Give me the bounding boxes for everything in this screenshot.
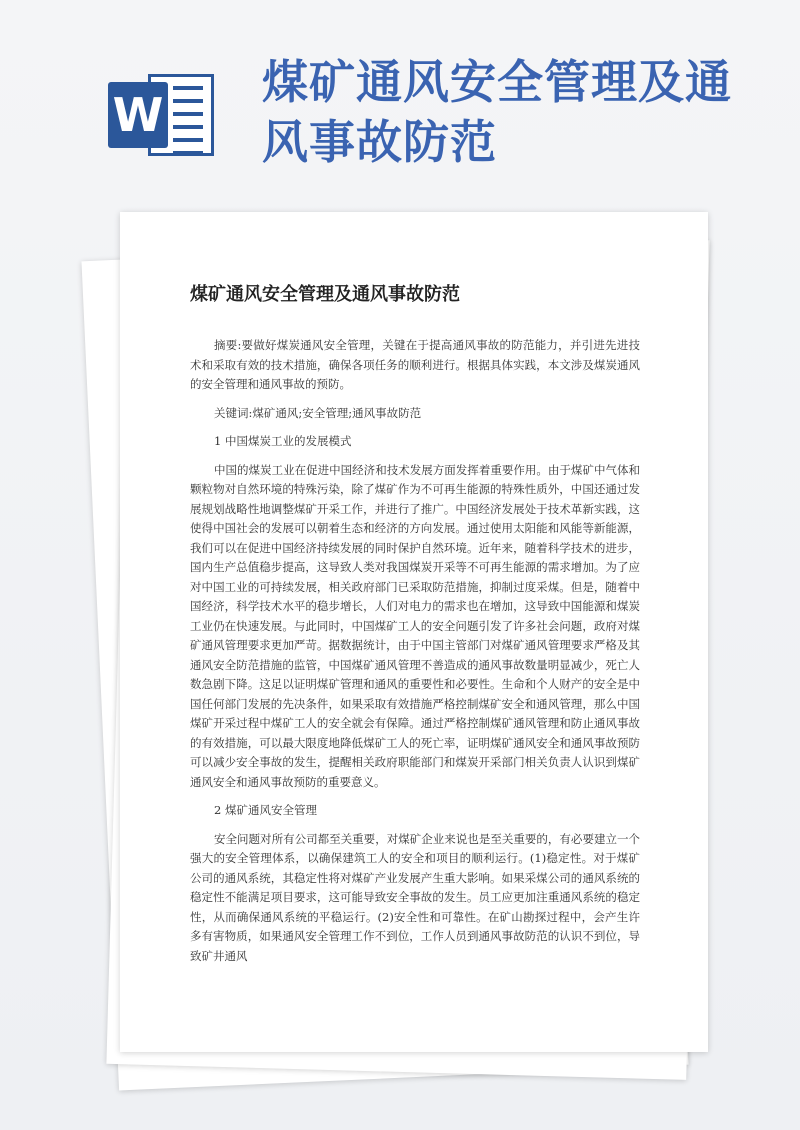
document-content xyxy=(190,280,640,966)
section-2-body: 安全问题对所有公司都至关重要，对煤矿企业来说也是至关重要的，有必要建立一个强大的安全管理体系，以确保建筑工人的安全和项目的顺利运行。(1)稳定性。对于煤矿公司的通风系统，其稳定性将对煤矿产业发展产生重大影响。如果采煤公司的通风系统的稳定性不能满足项目要求，这可能导致安全事故的发生。员工应更加注重通风系统的稳定性，从而确保通风系统的平稳运行。(2)安全性和可靠性。在矿山勘探过程中，会产生许多有害物质，如果通风安全管理工作不到位，工作人员到通风事故防范的认识不到位，导致矿井通风 xyxy=(190,831,640,963)
word-document-icon xyxy=(108,70,220,160)
keywords-line: 关键词:煤矿通风;安全管理;通风事故防范 xyxy=(214,405,422,420)
word-logo-letter: W xyxy=(108,82,168,148)
banner xyxy=(0,0,800,210)
abstract-paragraph: 摘要:要做好煤炭通风安全管理，关键在于提高通风事故的防范能力，并引进先进技术和采取有效的技术措施，确保各项任务的顺利进行。根据具体实践，本文涉及煤炭通风的安全管理和通风事故的预防。 xyxy=(190,338,640,391)
section-2-heading: 2 煤矿通风安全管理 xyxy=(214,803,317,817)
section-1-body: 中国的煤炭工业在促进中国经济和技术发展方面发挥着重要作用。由于煤矿中气体和颗粒物对自然环境的特殊污染，除了煤矿作为不可再生能源的特殊性质外，中国还通过发展规划战略性地调整煤矿开采工作，并进行了推广。中国经济发展处于技术革新实践，这使得中国社会的发展可以朝着生态和经济的方向发展。通过使用太阳能和风能等新能源，我们可以在促进中国经济持续发展的同时保护自然环境。近年来，随着科学技术的进步，国内生产总值稳步提高，这导致人类对我国煤炭开采等不可再生能源的需求增加。为了应对中国工业的可持续发展，相关政府部门已采取防范措施，抑制过度采煤。但是，随着中国经济，科学技术水平的稳步增长，人们对电力的需求也在增加，这导致中国能源和煤炭工业仍在快速发展。与此同时，中国煤矿工人的安全问题引发了许多社会问题，政府对煤矿通风管理要求更加严苛。据数据统计，由于中国主管部门对煤矿通风管理要求严格及其通风安全防范措施的监管，中国煤矿通风管理不善造成的通风事故数量明显减少，死亡人数急剧下降。这足以证明煤矿管理和通风的重要性和必要性。生命和个人财产的安全是中国任何部门发展的先决条件，如果采取有效措施严格控制煤矿安全和通风管理，那么中国煤矿开采过程中煤矿工人的安全就会有保障。通过严格控制煤矿通风管理和防止通风事故的有效措施，可以最大限度地降低煤矿工人的死亡率，证明煤矿通风安全和通风事故预防可以减少安全事故的发生，提醒相关政府职能部门和煤炭开采部门相关负责人认识到煤矿通风安全和通风事故预防的重要意义。 xyxy=(190,462,640,789)
banner-title: 煤矿通风安全管理及通风事故防范 xyxy=(262,55,732,169)
section-1-heading: 1 中国煤炭工业的发展模式 xyxy=(214,434,352,448)
document-title: 煤矿通风安全管理及通风事故防范 xyxy=(190,284,460,305)
